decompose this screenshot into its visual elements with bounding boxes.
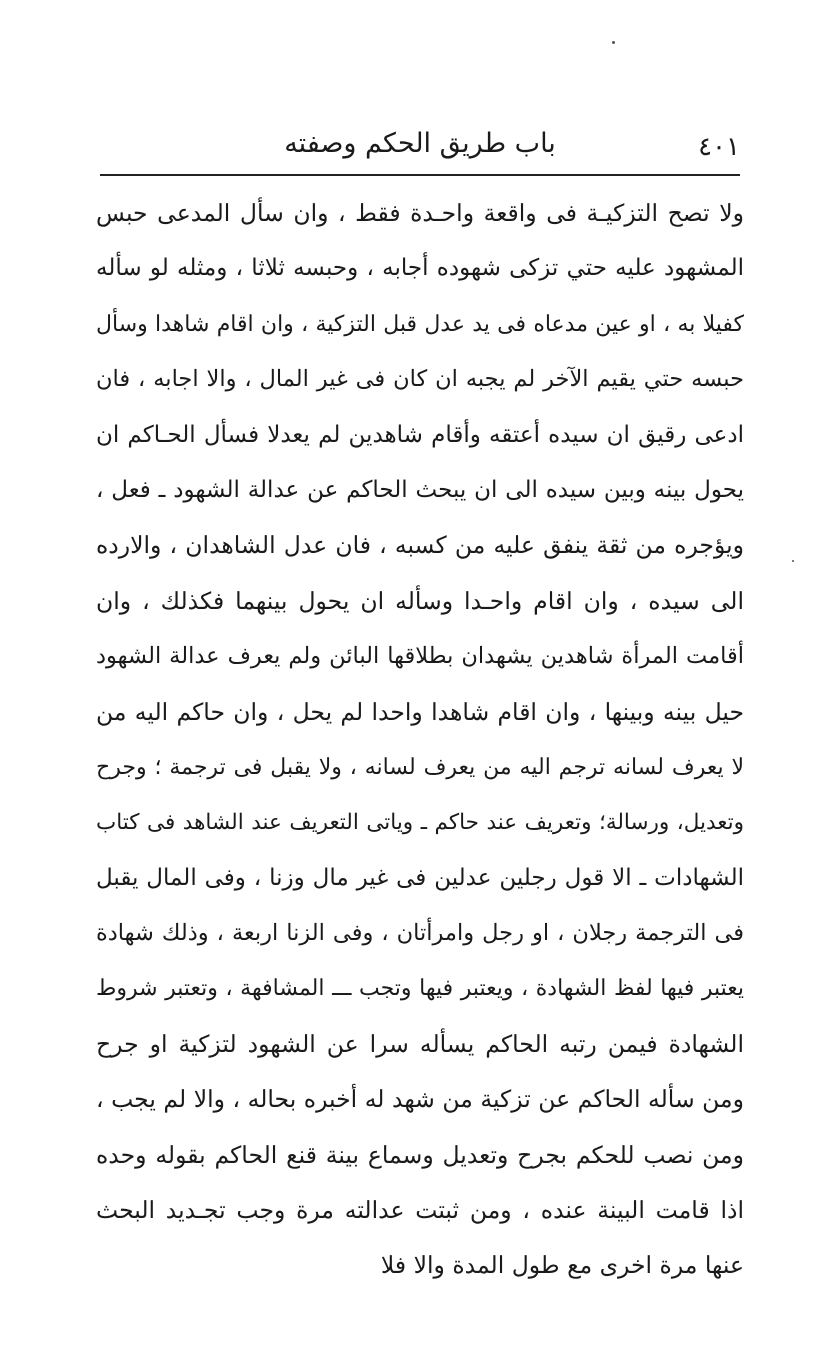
text-line: ومن سأله الحاكم عن تزكية من شهد له أخبره بحاله ، والا لم يجب ، (96, 1085, 744, 1114)
text-line: ولا تصح التزكيـة فى واقعة واحـدة فقط ، وان سأل المدعى حبس (96, 199, 744, 227)
ink-speck (792, 560, 794, 562)
text-line: حبسه حتي يقيم الآخر لم يجبه ان كان فى غير المال ، والا اجابه ، فان (96, 366, 744, 393)
text-line: اذا قامت البينة عنده ، ومن ثبتت عدالته مرة وجب تجـديد البحث (96, 1196, 744, 1225)
text-line: الشهادات ـ الا قول رجلين عدلين فى غير مال وزنا ، وفى المال يقبل (96, 864, 744, 891)
text-line: ومن نصب للحكم بجرح وتعديل وسماع بينة قنع الحاكم بقوله وحده (96, 1140, 744, 1169)
running-header (100, 126, 740, 172)
header-divider (100, 174, 740, 176)
text-line: ويؤجره من ثقة ينفق عليه من كسبه ، فان عدل الشاهدان ، والارده (96, 531, 744, 560)
text-line: الى سيده ، وان اقام واحـدا وسأله ان يحول بينهما فكذلك ، وان (96, 586, 744, 615)
page-number: ٤٠١ (698, 132, 740, 162)
text-line: يحول بينه وبين سيده الى ان يبحث الحاكم عن عدالة الشهود ـ فعل ، (96, 476, 744, 503)
text-line: عنها مرة اخرى مع طول المدة والا فلا (380, 1251, 744, 1280)
text-line: حيل بينه وبينها ، وان اقام شاهدا واحدا لم يحل ، وان حاكم اليه من (96, 697, 744, 726)
text-line: ادعى رقيق ان سيده أعتقه وأقام شاهدين لم يعدلا فسأل الحـاكم ان (96, 421, 744, 448)
text-line: فى الترجمة رجلان ، او رجل وامرأتان ، وفى الزنا اربعة ، وذلك شهادة (96, 920, 744, 947)
ink-speck (612, 41, 615, 44)
chapter-title: باب طريق الحكم وصفته (284, 128, 556, 159)
text-line: يعتبر فيها لفظ الشهادة ، ويعتبر فيها وتجب ـــ المشافهة ، وتعتبر شروط (96, 976, 744, 1002)
text-line: كفيلا به ، او عين مدعاه فى يد عدل قبل التزكية ، وان اقام شاهدا وسأل (96, 311, 744, 337)
text-line: الشهادة فيمن رتبه الحاكم يسأله سرا عن الشهود لتزكية او جرح (96, 1029, 744, 1058)
text-line: لا يعرف لسانه ترجم اليه من يعرف لسانه ، ولا يقبل فى ترجمة ؛ وجرح (96, 754, 744, 780)
body-text (96, 186, 744, 1294)
text-line: أقامت المرأة شاهدين يشهدان بطلاقها البائن ولم يعرف عدالة الشهود (96, 643, 744, 670)
text-line: المشهود عليه حتي تزكى شهوده أجابه ، وحبسه ثلاثا ، ومثله لو سأله (96, 255, 744, 282)
text-line: وتعديل، ورسالة؛ وتعريف عند حاكم ـ وياتى التعريف عند الشاهد فى كتاب (96, 810, 744, 836)
